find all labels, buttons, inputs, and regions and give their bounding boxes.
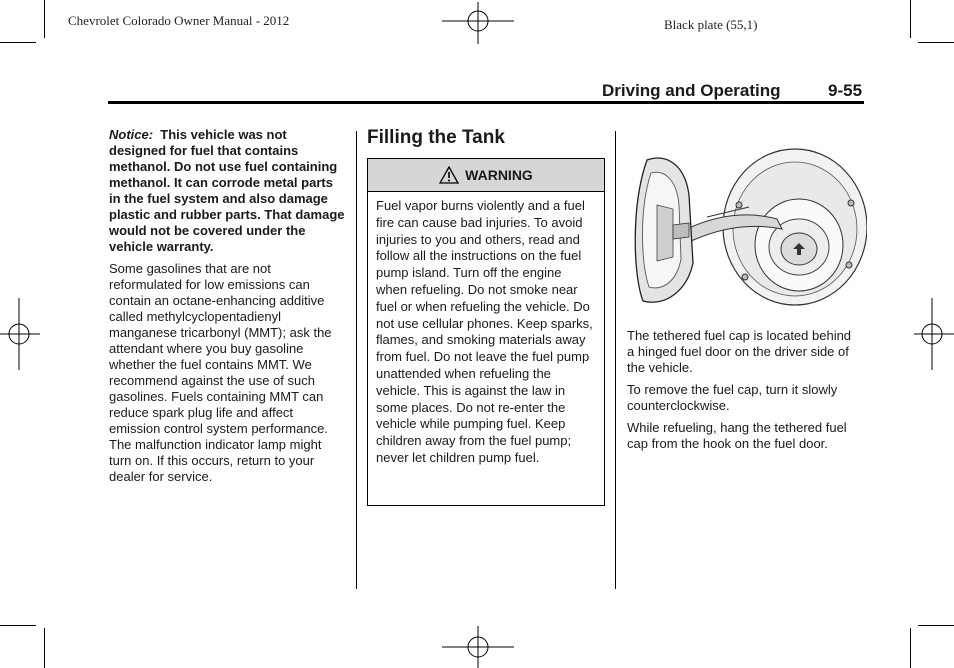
- header-rule: [108, 101, 864, 104]
- registration-mark-icon: [0, 296, 40, 372]
- notice-text: This vehicle was not designed for fuel that contains methanol. Do not use fuel containing methanol. It can corrode metal parts in the fuel system and also damage plastic and rubber parts. That damage would not be covered under the vehicle warranty.: [109, 127, 345, 254]
- crop-mark: [918, 42, 954, 43]
- mmt-paragraph: Some gasolines that are not reformulated for low emissions can contain an octane-enhancing additive called methylcyclopentadienyl manganese tricarbonyl (MMT); ask the attendant where you buy gasoline whether the fuel contains MMT. We recommend against the use of such gasolines. Fuels containing MMT can reduce spark plug life and affect emission control system performance. The malfunction indicator lamp might turn on. If this occurs, return to your dealer for service.: [109, 261, 332, 484]
- registration-mark-icon: [912, 296, 954, 372]
- section-title: Filling the Tank: [367, 127, 505, 148]
- crop-mark: [918, 625, 954, 626]
- crop-mark: [0, 42, 36, 43]
- notice-label: Notice:: [109, 127, 154, 142]
- right-column: [627, 328, 857, 458]
- crop-mark: [44, 628, 45, 668]
- plate-left-text: Chevrolet Colorado Owner Manual - 2012: [68, 13, 290, 28]
- warning-icon: [439, 166, 459, 184]
- registration-mark-icon: [440, 2, 516, 44]
- crop-mark: [910, 0, 911, 38]
- fuel-cap-location-paragraph: The tethered fuel cap is located behind a hinged fuel door on the driver side of the vehicle.: [627, 328, 852, 375]
- warning-text: Fuel vapor burns violently and a fuel fire can cause bad injuries. To avoid injuries to you and others, read and follow all the instructions on the fuel pump island. Turn off the engine when refueling. Do not smoke near fuel or when refueling the vehicle. Do not use cellular phones. Keep sparks, flames, and smoking materials away from fuel. Do not leave the fuel pump unattended when refueling the vehicle. This is against the law in some places. Do not re-enter the vehicle while pumping fuel. Keep children away from the fuel pump; never let children pump fuel.: [376, 198, 593, 465]
- remove-cap-paragraph: To remove the fuel cap, turn it slowly counterclockwise.: [627, 382, 838, 413]
- crop-mark: [44, 0, 45, 38]
- column-separator: [615, 131, 616, 589]
- plate-right-text: Black plate (55,1): [664, 17, 758, 32]
- column-separator: [356, 131, 357, 589]
- section-header: Driving and Operating: [602, 81, 781, 100]
- page-number: 9-55: [828, 81, 863, 100]
- hang-cap-paragraph: While refueling, hang the tethered fuel cap from the hook on the fuel door.: [627, 420, 847, 451]
- crop-mark: [0, 625, 36, 626]
- registration-mark-icon: [440, 626, 516, 668]
- crop-mark: [910, 628, 911, 668]
- warning-label: WARNING: [465, 167, 533, 183]
- notice-paragraph: [109, 127, 347, 255]
- fuel-door-illustration: [627, 145, 867, 315]
- warning-box: [367, 158, 605, 506]
- warning-header: [368, 159, 604, 192]
- left-column: [109, 127, 347, 491]
